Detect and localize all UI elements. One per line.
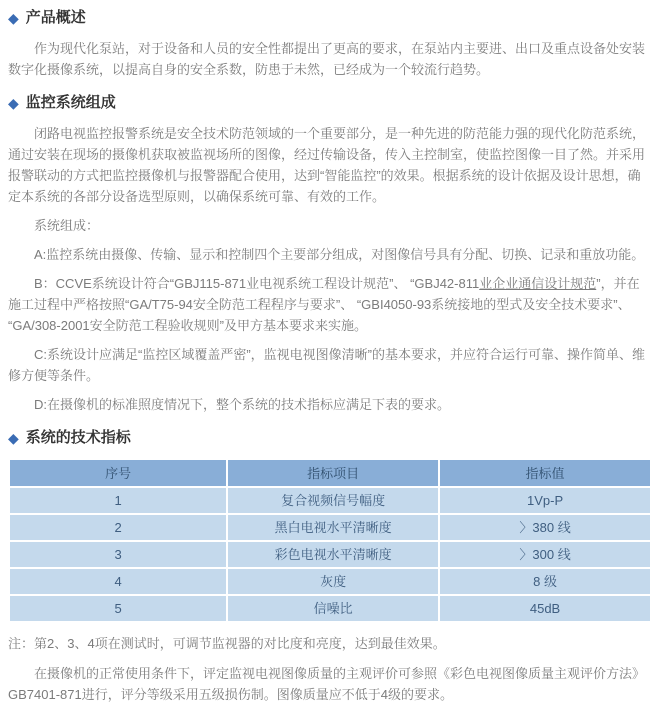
closing-paragraph: 在摄像机的正常使用条件下，评定监视电视图像质量的主观评价可参照《彩色电视图像质量主观评价方法》GB7401-871进行，评分等级采用五级损伤制。图像质量应不低于4级的要求。	[8, 666, 646, 702]
row-index: 2	[10, 515, 226, 540]
row-index: 5	[10, 596, 226, 621]
row-value: 〉300 线	[440, 542, 650, 567]
row-value: 1Vp-P	[440, 488, 650, 513]
composition-subtitle: 系统组成：	[34, 218, 100, 233]
spec-table	[8, 458, 652, 623]
row-item: 复合视频信号幅度	[228, 488, 438, 513]
spec-table-header-value: 指标值	[440, 460, 650, 486]
table-row	[10, 515, 650, 540]
overview-paragraph: 作为现代化泵站，对于设备和人员的安全性都提出了更高的要求，在泵站内主要进、出口及重点设备处安装数字化摄像系统，以提高自身的安全系数，防患于未然，已经成为一个较流行趋势。	[8, 41, 646, 77]
composition-intro-paragraph: 闭路电视监控报警系统是安全技术防范领域的一个重要部分，是一种先进的防范能力强的现代化防范系统，通过安装在现场的摄像机获取被监视场所的图像，经过传输设备，传入主控制室，使监控图像一目了然。并采用报警联动的方式把监控摄像机与报警器配合使用，达到“智能监控”的效果。根据系统的设计依据及设计思想，确定本系统的各部分设备选型原则，以确保系统可靠、有效的工作。	[8, 126, 646, 204]
spec-table-header-row	[10, 460, 650, 486]
row-index: 3	[10, 542, 226, 567]
row-value: 8 级	[440, 569, 650, 594]
row-index: 1	[10, 488, 226, 513]
row-value: 45dB	[440, 596, 650, 621]
spec-table-header-item: 指标项目	[228, 460, 438, 486]
table-row	[10, 542, 650, 567]
diamond-icon: ◆	[8, 95, 19, 111]
table-row	[10, 596, 650, 621]
diamond-icon: ◆	[8, 10, 19, 26]
spec-table-header-index: 序号	[10, 460, 226, 486]
row-item: 黑白电视水平清晰度	[228, 515, 438, 540]
table-note: 注：第2、3、4项在测试时，可调节监视器的对比度和亮度，达到最佳效果。	[8, 636, 446, 651]
table-row	[10, 569, 650, 594]
section-heading-overview	[8, 8, 652, 28]
row-item: 信噪比	[228, 596, 438, 621]
diamond-icon: ◆	[8, 430, 19, 446]
document-page	[8, 8, 652, 705]
table-row	[10, 488, 650, 513]
composition-item-b-pre: B：CCVE系统设计符合“GBJ115-871业电视系统工程设计规范”、 “GBJ42-811	[34, 276, 480, 291]
composition-item-a: A:监控系统由摄像、传输、显示和控制四个主要部分组成，对图像信号具有分配、切换、记录和重放功能。	[34, 247, 645, 262]
composition-item-d: D:在摄像机的标准照度情况下，整个系统的技术指标应满足下表的要求。	[34, 397, 451, 412]
section-heading-overview-label: 产品概述	[25, 9, 86, 26]
row-index: 4	[10, 569, 226, 594]
composition-item-b-post: ”，并在施工过程中严格按照“GA/T75-94安全防范工程程序与要求”、 “GBI4050-93系统接地的型式及安全技术要求”、 “GA/308-2001安全防范工程验收规则”及甲方基本要求来实施。	[8, 276, 640, 333]
row-value: 〉380 线	[440, 515, 650, 540]
section-heading-composition-label: 监控系统组成	[25, 94, 116, 111]
row-item: 彩色电视水平清晰度	[228, 542, 438, 567]
section-heading-specs-label: 系统的技术指标	[25, 429, 131, 446]
composition-item-b-underlined: 业企业通信设计规范	[479, 276, 597, 291]
composition-item-b	[8, 273, 652, 336]
section-heading-composition	[8, 93, 652, 113]
composition-item-c: C:系统设计应满足“监控区域覆盖严密”，监视电视图像清晰”的基本要求，并应符合运行可靠、操作简单、维修方便等条件。	[8, 347, 645, 383]
section-heading-specs	[8, 428, 652, 448]
row-item: 灰度	[228, 569, 438, 594]
